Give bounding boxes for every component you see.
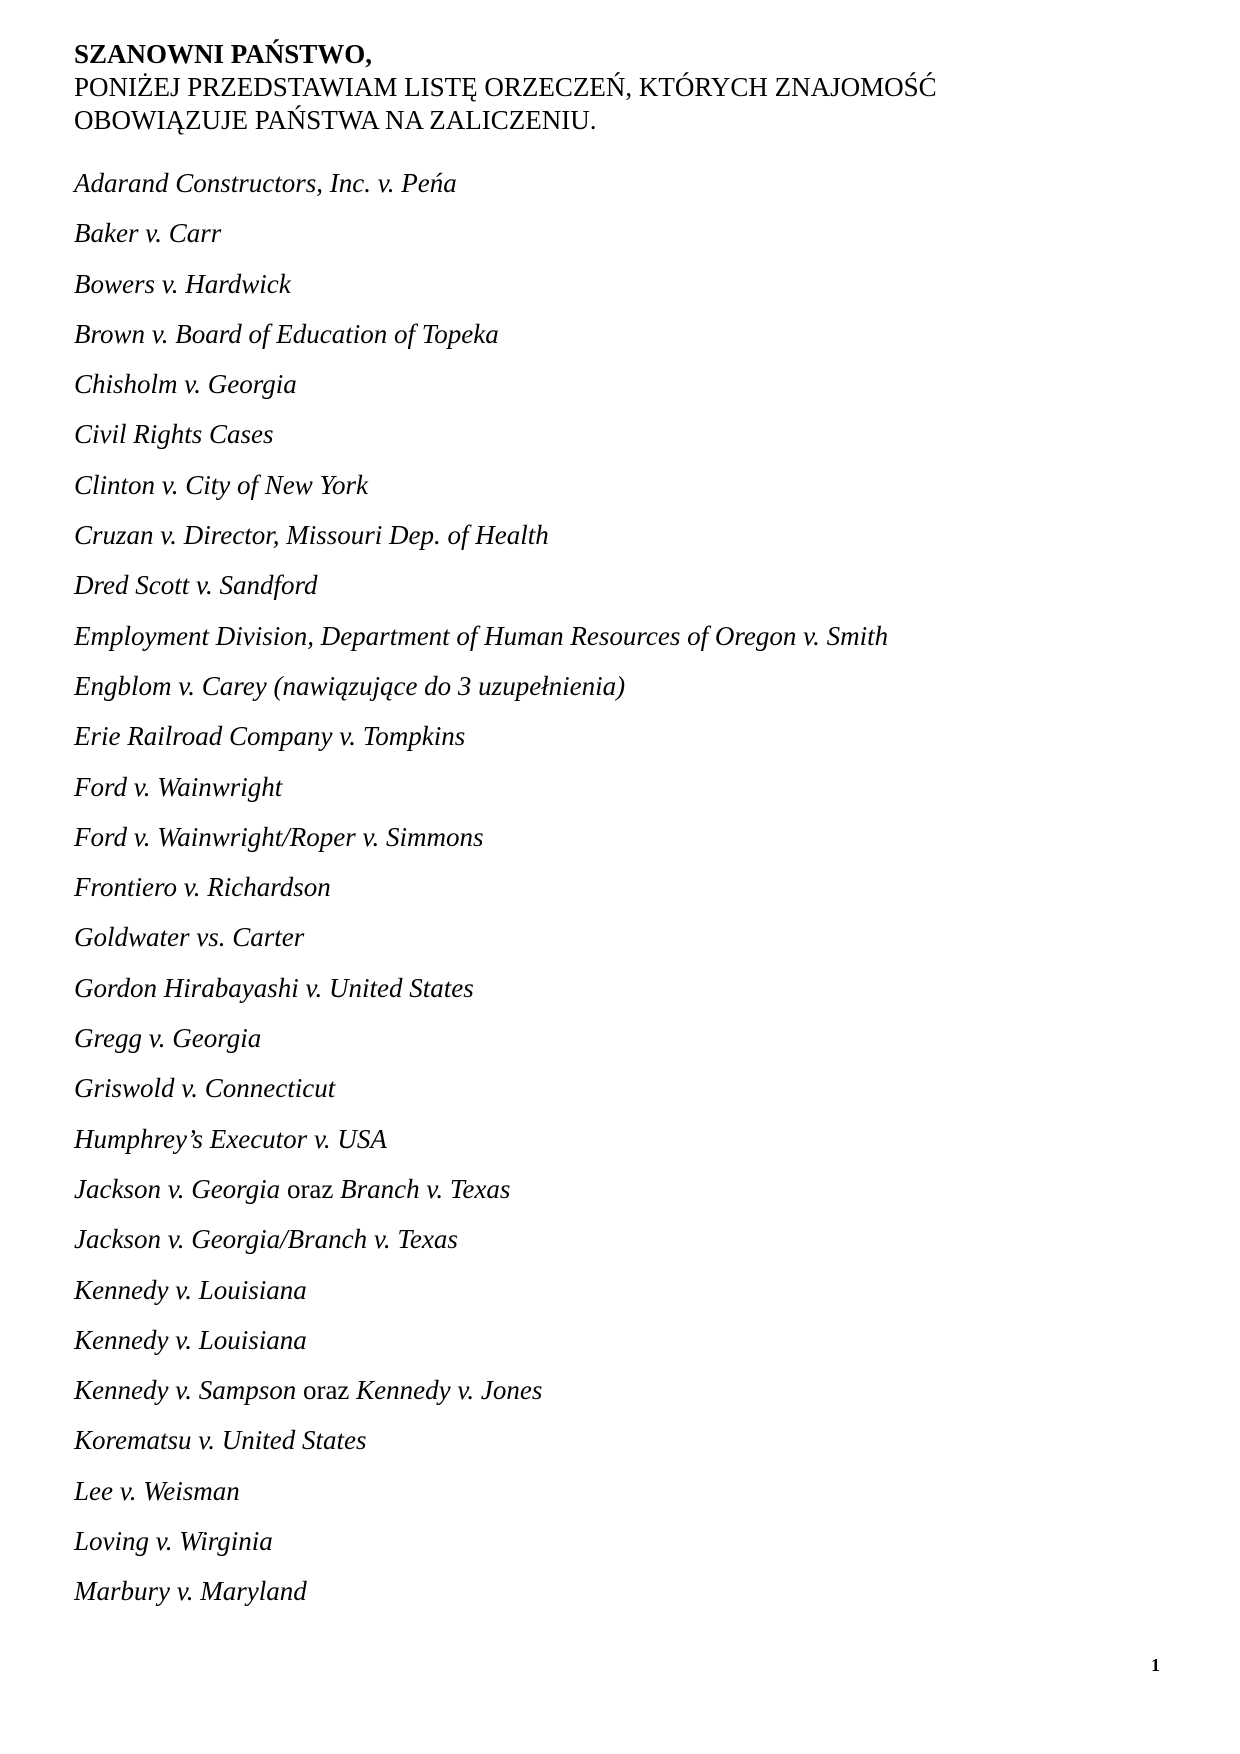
case-name: Kennedy v. Louisiana [74,1324,307,1355]
list-item [74,1425,1174,1475]
case-name: Griswold v. Connecticut [74,1073,336,1104]
case-name: Jackson v. Georgia/Branch v. Texas [74,1224,458,1255]
case-list [74,168,1174,1627]
list-item [74,269,1174,319]
list-item [74,772,1174,822]
list-item [74,1476,1174,1526]
list-item [74,1526,1174,1576]
page-number: 1 [1151,1655,1160,1675]
list-item [74,973,1174,1023]
case-conjunction: oraz [302,1375,350,1406]
case-name: Chisholm v. Georgia [74,369,297,400]
case-name: Cruzan v. Director, Missouri Dep. of Health [74,520,549,551]
list-item [74,168,1174,218]
list-item [74,1375,1174,1425]
list-item [74,1325,1174,1375]
list-item [74,621,1174,671]
case-name: Adarand Constructors, Inc. v. Peńa [74,168,457,198]
case-name: Engblom v. Carey (nawiązujące do 3 uzupełnienia) [74,670,626,701]
case-name: Employment Division, Department of Human Resources of Oregon v. Smith [74,620,889,651]
list-item [74,671,1174,721]
case-name: Goldwater vs. Carter [74,922,305,953]
list-item [74,1576,1174,1626]
case-name: Ford v. Wainwright/Roper v. Simmons [74,821,484,852]
case-name: Korematsu v. United States [74,1425,367,1456]
case-name: Loving v. Wirginia [74,1526,273,1557]
header-line-1: PONIŻEJ PRZEDSTAWIAM LISTĘ ORZECZEŃ, KTÓRYCH ZNAJOMOŚĆ [74,72,937,102]
case-name: Frontiero v. Richardson [74,872,331,903]
case-name: Humphrey’s Executor v. USA [74,1123,387,1154]
list-item [74,721,1174,771]
case-name-second: Kennedy v. Jones [356,1375,543,1406]
list-item [74,822,1174,872]
case-name: Dred Scott v. Sandford [74,570,318,601]
list-item [74,1023,1174,1073]
list-item [74,1174,1174,1224]
case-name: Ford v. Wainwright [74,771,283,802]
case-name-second: Branch v. Texas [340,1173,511,1204]
case-name: Bowers v. Hardwick [74,268,291,299]
case-name: Brown v. Board of Education of Topeka [74,318,499,349]
header-title: SZANOWNI PAŃSTWO, [74,39,373,69]
list-item [74,1224,1174,1274]
list-item [74,520,1174,570]
case-name: Marbury v. Maryland [74,1576,307,1607]
case-name: Clinton v. City of New York [74,469,369,500]
list-item [74,922,1174,972]
case-name: Kennedy v. Louisiana [74,1274,307,1305]
header-line-2: OBOWIĄZUJE PAŃSTWA NA ZALICZENIU. [74,105,597,135]
case-name: Civil Rights Cases [74,419,274,450]
list-item [74,218,1174,268]
case-name: Baker v. Carr [74,218,222,249]
list-item [74,419,1174,469]
list-item [74,1124,1174,1174]
list-item [74,1073,1174,1123]
list-item [74,570,1174,620]
list-item [74,470,1174,520]
list-item [74,369,1174,419]
case-conjunction: oraz [286,1173,334,1204]
case-name: Jackson v. Georgia [74,1173,281,1204]
list-item [74,872,1174,922]
case-name: Gordon Hirabayashi v. United States [74,972,474,1003]
list-item [74,319,1174,369]
case-name: Gregg v. Georgia [74,1023,262,1054]
case-name: Erie Railroad Company v. Tompkins [74,721,466,752]
header [74,38,1174,137]
case-name: Lee v. Weisman [74,1475,240,1506]
case-name: Kennedy v. Sampson [74,1375,297,1406]
list-item [74,1275,1174,1325]
